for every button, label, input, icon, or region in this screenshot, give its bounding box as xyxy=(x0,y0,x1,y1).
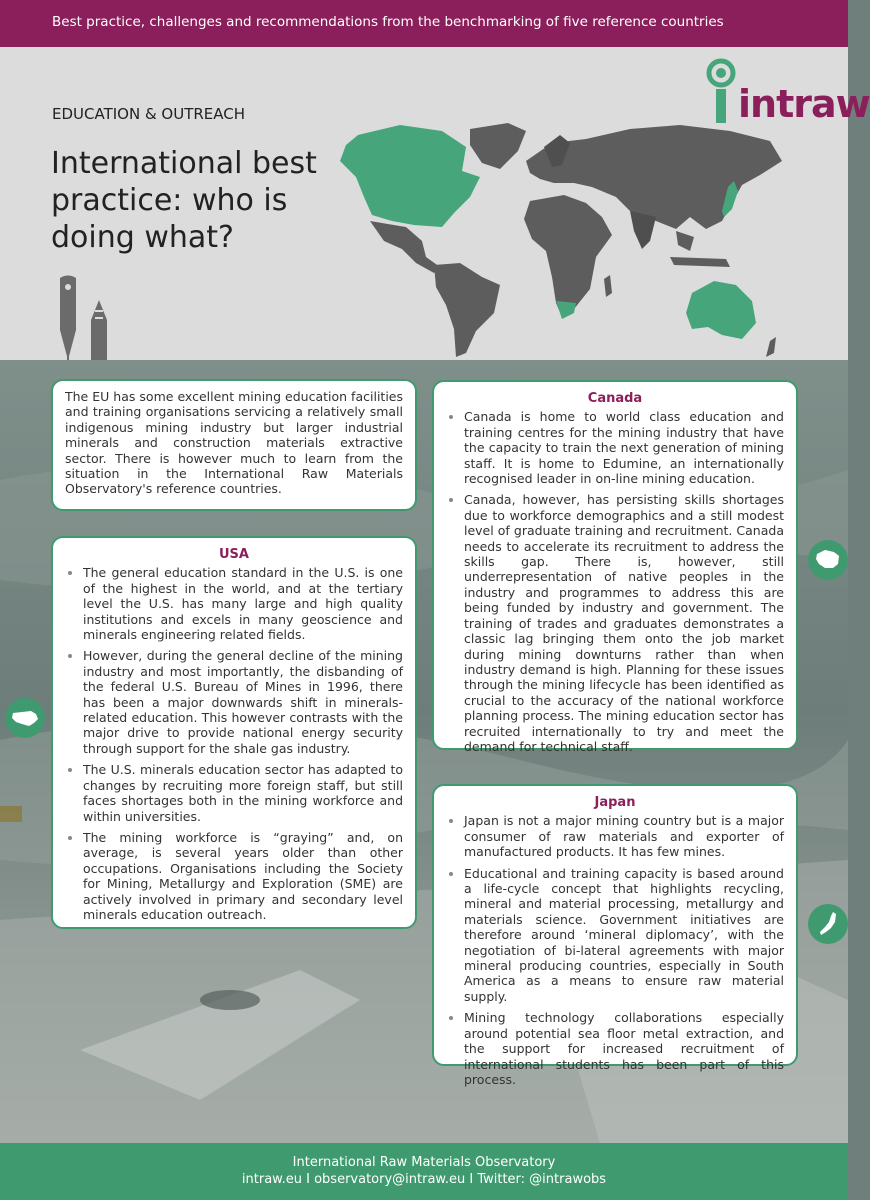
canada-bullet: • Canada is home to world class education and training centres for the mining industry that have the capacity to train the next generation of mining staff. It is home to Edumine, an internationally recognised leader in on-line mining education. xyxy=(464,409,784,486)
header-tagline: Best practice, challenges and recommendations from the benchmarking of five reference countries xyxy=(52,14,724,30)
usa-bullet: • However, during the general decline of the mining industry and most importantly, the disbanding of the federal U.S. Bureau of Mines in 1996, there has been a major downwards shift in minerals-related education. This however contrasts with the major drive to provide national energy security through support for the shale gas industry. xyxy=(83,648,403,756)
japan-bullet: • Educational and training capacity is based around a life-cycle concept that highlights recycling, mineral and material processing, metallurgy and materials science. Government initiatives are therefore around ‘mineral diplomacy’, with the negotiation of bi-lateral agreements with major mineral producing countries, especially in South America as a means to ensure raw material supply. xyxy=(464,866,784,1005)
usa-bullet: • The general education standard in the U.S. is one of the highest in the world, and at the tertiary level the U.S. has many large and high quality institutions and excels in many geoscience and minerals engineering related fields. xyxy=(83,565,403,642)
usa-bullet: • The U.S. minerals education sector has adapted to changes by recruiting more foreign staff, but still faces shortages both in the mining workforce and within universities. xyxy=(83,762,403,824)
footer-contact: intraw.eu I observatory@intraw.eu I Twitter: @intrawobs xyxy=(241,1172,607,1187)
header-bar xyxy=(0,0,848,47)
canada-bullet: • Canada, however, has persisting skills shortages due to workforce demographics and a still modest level of graduate training and recruitment. Canada needs to accelerate its recruitment to address the skills gap. There is, however, still underrepresentation of native peoples in the industry and programmes to address this are being funded by industry and government. The training of trades and graduates demonstrates a classic lag bringing them onto the job market during mining downturns rather than when industry demand is high. Planning for these issues through the mining lifecycle has been identified as crucial to the accuracy of the national workforce planning process. The mining education sector has recruited internationally to try and meet the demand for technical staff. xyxy=(464,492,784,754)
page-title: International best practice: who is doing what? xyxy=(51,146,317,255)
section-label: EDUCATION & OUTREACH xyxy=(52,105,246,123)
canada-panel xyxy=(432,380,798,754)
usa-bullet: • The mining workforce is “graying” and, on average, is several years older than other occupations. Organisations including the Society for Mining, Metallurgy and Exploration (SME) are actively involved in primary and secondary level minerals education outreach. xyxy=(83,830,403,922)
japan-bullet: • Japan is not a major mining country but is a major consumer of raw materials and exporter of manufactured products. It has few mines. xyxy=(464,813,784,859)
intraw-logo-text: intraw xyxy=(738,82,870,126)
hero-section xyxy=(0,47,870,360)
intro-text: The EU has some excellent mining education facilities and training organisations servicing a relatively small indigenous mining industry but larger industrial minerals and construction materials extractive sector. There is however much to learn from the situation in the International Raw Materials Observatory's reference countries. xyxy=(65,389,403,497)
canada-map-badge-icon xyxy=(808,540,848,580)
japan-bullet-list xyxy=(446,813,784,1087)
footer-bar xyxy=(0,1143,848,1200)
usa-panel xyxy=(51,536,417,929)
japan-map-badge-icon xyxy=(808,904,848,944)
usa-bullet-list xyxy=(65,565,403,922)
japan-bullet: • Mining technology collaborations especially around potential sea floor metal extraction, and the support for increased recruitment of international students has been part of this process. xyxy=(464,1010,784,1087)
world-map xyxy=(330,117,790,357)
footer-org-name: International Raw Materials Observatory xyxy=(292,1155,556,1170)
intraw-logo-icon xyxy=(703,57,743,123)
japan-panel xyxy=(432,784,798,1087)
japan-heading: Japan xyxy=(594,795,636,810)
intro-panel xyxy=(51,379,417,511)
usa-heading: USA xyxy=(219,547,249,562)
canada-heading: Canada xyxy=(587,391,643,406)
usa-map-badge-icon xyxy=(5,698,45,738)
canada-bullet-list xyxy=(446,409,784,754)
